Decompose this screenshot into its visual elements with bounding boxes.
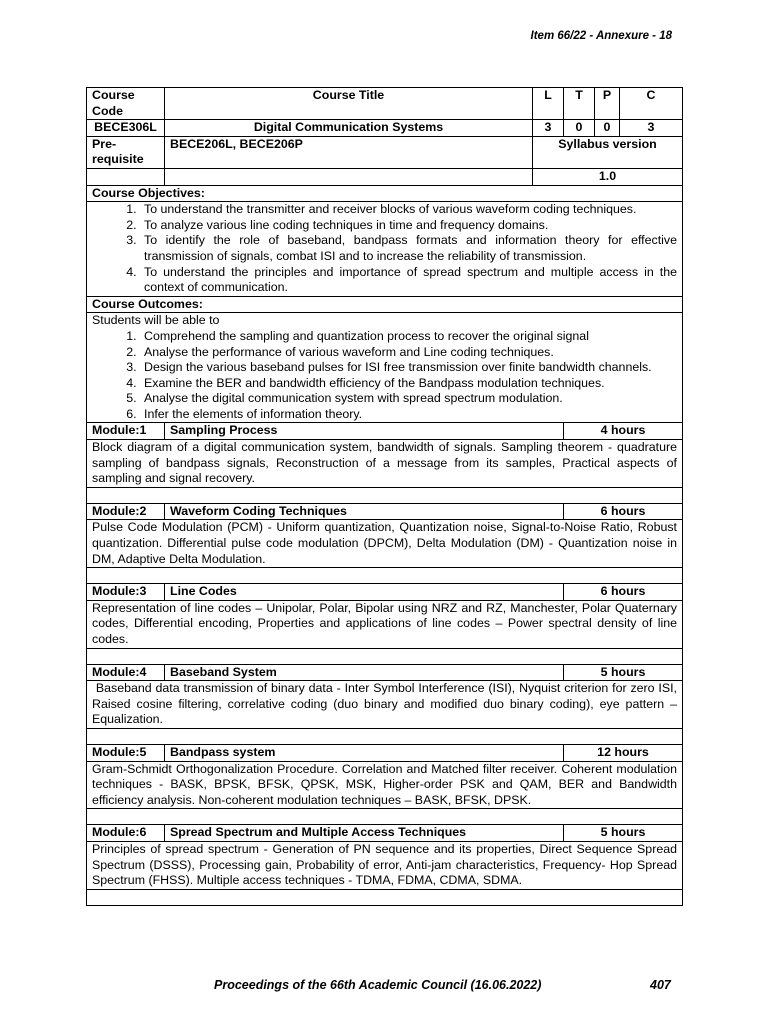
- objectives-heading-row: [87, 185, 683, 202]
- footer-title: Proceedings of the 66th Academic Council (16.06.2022): [214, 978, 542, 992]
- module-hours: 5 hours: [564, 825, 683, 842]
- spacer-cell: [87, 487, 683, 503]
- module-header-row: [87, 584, 683, 601]
- objective-item: 2. To analyze various line coding techniques in time and frequency domains.: [140, 218, 677, 234]
- module-content-row: [87, 440, 683, 488]
- module-label: Module:6: [87, 825, 165, 842]
- module-content-row: [87, 520, 683, 568]
- annexure-header: Item 66/22 - Annexure - 18: [530, 30, 672, 42]
- course-value-row: [87, 120, 683, 137]
- course-code: BECE306L: [87, 120, 165, 137]
- syllabus-table: [86, 87, 683, 906]
- module-title: Waveform Coding Techniques: [165, 503, 564, 520]
- c-value: 3: [620, 120, 683, 137]
- course-header-row: [87, 88, 683, 120]
- spacer-cell: [87, 568, 683, 584]
- module-title: Line Codes: [165, 584, 564, 601]
- syllabus-version-row: [87, 168, 683, 185]
- outcomes-cell: [87, 313, 683, 423]
- outcomes-heading: Course Outcomes:: [87, 296, 683, 313]
- prerequisite-row: [87, 136, 683, 168]
- objective-item: 3. To identify the role of baseband, bandpass formats and information theory for effective transmission of signals, combat ISI and to increase the reliability of transmission.: [140, 233, 677, 264]
- module-hours: 5 hours: [564, 664, 683, 681]
- syllabus-version-label: Syllabus version: [533, 136, 683, 168]
- module-content-row: [87, 761, 683, 809]
- module-title: Bandpass system: [165, 744, 564, 761]
- module-content: Pulse Code Modulation (PCM) - Uniform quantization, Quantization noise, Signal-to-Noise Ratio, Robust quantization. Differential pulse code modulation (DPCM), Delta Modulation (DM) - Quantization noise in DM, Adaptive Delta Modulation.: [87, 520, 683, 568]
- module-content: Block diagram of a digital communication system, bandwidth of signals. Sampling theorem - quadrature sampling of bandpass signals, Reconstruction of a message from its samples, Practical aspects of sampling and signal recovery.: [87, 440, 683, 488]
- outcome-item: 6. Infer the elements of information theory.: [140, 407, 677, 423]
- module-header-row: [87, 423, 683, 440]
- p-label: P: [595, 88, 620, 120]
- spacer-row: [87, 728, 683, 744]
- outcome-item: 3. Design the various baseband pulses for ISI free transmission over finite bandwidth channels.: [140, 360, 677, 376]
- prerequisite-value: BECE206L, BECE206P: [165, 136, 533, 168]
- course-code-label: Course Code: [87, 88, 165, 120]
- module-content-row: [87, 600, 683, 648]
- module-label: Module:1: [87, 423, 165, 440]
- module-content-row: [87, 681, 683, 729]
- module-title: Baseband System: [165, 664, 564, 681]
- syllabus-version-value: 1.0: [533, 168, 683, 185]
- module-header-row: [87, 664, 683, 681]
- spacer-row: [87, 889, 683, 905]
- t-label: T: [564, 88, 595, 120]
- module-hours: 12 hours: [564, 744, 683, 761]
- outcomes-list: [92, 329, 677, 423]
- spacer-cell: [87, 889, 683, 905]
- course-title: Digital Communication Systems: [165, 120, 533, 137]
- spacer-cell: [87, 728, 683, 744]
- module-label: Module:3: [87, 584, 165, 601]
- module-hours: 6 hours: [564, 584, 683, 601]
- spacer-cell: [87, 809, 683, 825]
- outcomes-heading-row: [87, 296, 683, 313]
- module-label: Module:2: [87, 503, 165, 520]
- module-content-row: [87, 841, 683, 889]
- l-value: 3: [533, 120, 564, 137]
- outcome-item: 5. Analyse the digital communication system with spread spectrum modulation.: [140, 391, 677, 407]
- l-label: L: [533, 88, 564, 120]
- spacer-row: [87, 568, 683, 584]
- c-label: C: [620, 88, 683, 120]
- module-title: Spread Spectrum and Multiple Access Techniques: [165, 825, 564, 842]
- objectives-heading: Course Objectives:: [87, 185, 683, 202]
- spacer-row: [87, 809, 683, 825]
- p-value: 0: [595, 120, 620, 137]
- objectives-cell: [87, 202, 683, 297]
- page-number: 407: [650, 978, 671, 992]
- outcomes-intro: Students will be able to: [92, 313, 220, 328]
- course-title-label: Course Title: [165, 88, 533, 120]
- spacer-cell: [87, 648, 683, 664]
- module-header-row: [87, 503, 683, 520]
- t-value: 0: [564, 120, 595, 137]
- empty-cell: [87, 168, 165, 185]
- spacer-row: [87, 648, 683, 664]
- module-header-row: [87, 825, 683, 842]
- module-content: Representation of line codes – Unipolar, Polar, Bipolar using NRZ and RZ, Manchester, Polar Quaternary codes, Differential encoding, Properties and applications of line codes – Power spectral density of line codes.: [87, 600, 683, 648]
- spacer-row: [87, 487, 683, 503]
- module-content: Principles of spread spectrum - Generation of PN sequence and its properties, Direct Sequence Spread Spectrum (DSSS), Processing gain, Probability of error, Anti-jam characteristics, Frequency- Hop Spread Spectrum (FHSS). Multiple access techniques - TDMA, FDMA, CDMA, SDMA.: [87, 841, 683, 889]
- outcome-item: 1. Comprehend the sampling and quantization process to recover the original signal: [140, 329, 677, 345]
- module-hours: 6 hours: [564, 503, 683, 520]
- module-label: Module:5: [87, 744, 165, 761]
- outcome-item: 4. Examine the BER and bandwidth efficiency of the Bandpass modulation techniques.: [140, 376, 677, 392]
- empty-cell: [165, 168, 533, 185]
- objectives-row: [87, 202, 683, 297]
- outcome-item: 2. Analyse the performance of various waveform and Line coding techniques.: [140, 345, 677, 361]
- objective-item: 1. To understand the transmitter and receiver blocks of various waveform coding techniques.: [140, 202, 677, 218]
- module-header-row: [87, 744, 683, 761]
- module-content: Gram-Schmidt Orthogonalization Procedure. Correlation and Matched filter receiver. Coherent modulation techniques - BASK, BPSK, BFSK, QPSK, MSK, Higher-order PSK and QAM, BER and Bandwidth efficiency analysis. Non-coherent modulation techniques – BASK, BFSK, DPSK.: [87, 761, 683, 809]
- objective-item: 4. To understand the principles and importance of spread spectrum and multiple access in the context of communication.: [140, 265, 677, 296]
- prerequisite-label: Pre-requisite: [87, 136, 165, 168]
- module-hours: 4 hours: [564, 423, 683, 440]
- objectives-list: [92, 202, 677, 296]
- module-label: Module:4: [87, 664, 165, 681]
- outcomes-row: [87, 313, 683, 423]
- module-content: Baseband data transmission of binary data - Inter Symbol Interference (ISI), Nyquist criterion for zero ISI, Raised cosine filtering, correlative coding (duo binary and modified duo binary coding), eye pattern – Equalization.: [87, 681, 683, 729]
- module-title: Sampling Process: [165, 423, 564, 440]
